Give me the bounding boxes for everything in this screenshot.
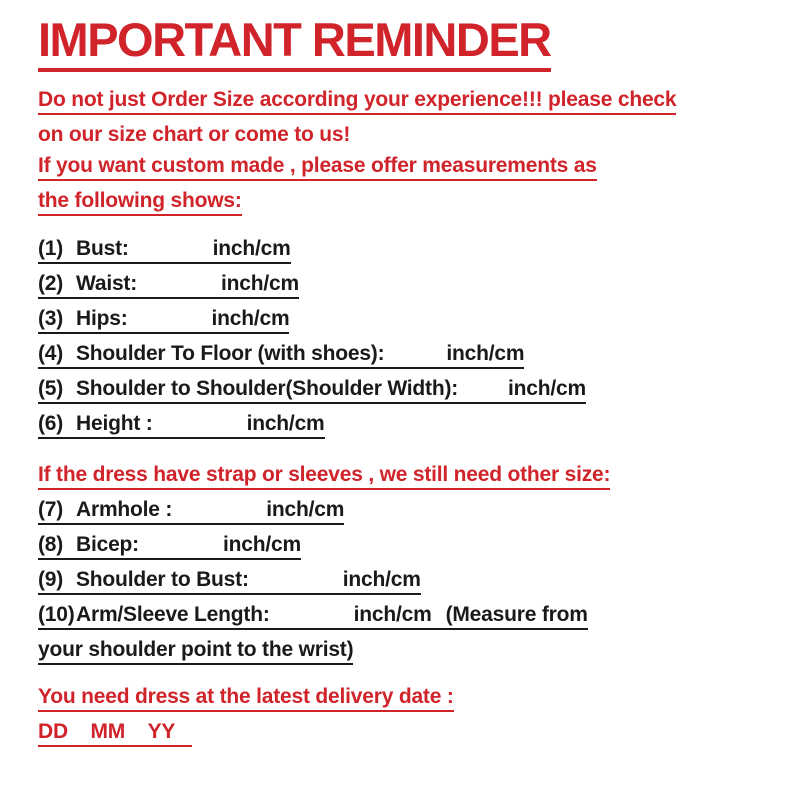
measurement-unit: inch/cm [246, 412, 325, 435]
custom-made-line-1: If you want custom made , please offer measurements as [38, 154, 774, 181]
measurement-unit: inch/cm [353, 603, 432, 626]
measurement-unit: inch/cm [508, 377, 587, 400]
measurement-label: Bust: [76, 237, 129, 260]
measurement-row-shoulder-width [38, 377, 774, 404]
measurement-label: Hips: [76, 307, 128, 330]
measurement-row-height [38, 412, 774, 439]
measurement-label: Waist: [76, 272, 138, 295]
measurement-number: (2) [38, 272, 64, 295]
measurement-label: Arm/Sleeve Length: [76, 603, 270, 626]
measurement-row-bust [38, 237, 774, 264]
measurement-row-waist [38, 272, 774, 299]
measurement-number: (4) [38, 342, 64, 365]
measurement-unit: inch/cm [212, 237, 291, 260]
measurement-label: Shoulder To Floor (with shoes): [76, 342, 385, 365]
measurement-row-shoulder-to-floor [38, 342, 774, 369]
measurement-label: Shoulder to Bust: [76, 568, 249, 591]
warning-line-2: on our size chart or come to us! [38, 123, 351, 146]
measurement-number: (3) [38, 307, 64, 330]
measurement-number: (9) [38, 568, 64, 591]
measurement-unit: inch/cm [211, 307, 290, 330]
measurement-label: Shoulder to Shoulder(Shoulder Width): [76, 377, 459, 400]
measurement-unit: inch/cm [446, 342, 525, 365]
page-title [38, 13, 774, 72]
measurement-unit: inch/cm [221, 272, 299, 295]
measurement-row-sleeve-length [38, 603, 774, 630]
warning-line-1: Do not just Order Size according your experience!!! please check [38, 88, 774, 115]
measurement-label: Height : [76, 412, 153, 435]
measurement-row-armhole [38, 498, 774, 525]
page-title-text: IMPORTANT REMINDER [38, 16, 551, 72]
measurement-row-shoulder-to-bust [38, 568, 774, 595]
measurement-label: Armhole : [76, 498, 173, 521]
measurement-unit: inch/cm [342, 568, 421, 591]
measurement-number: (7) [38, 498, 64, 521]
custom-made-line-2: the following shows: [38, 189, 774, 216]
measurement-number: (1) [38, 237, 64, 260]
measurement-row-hips [38, 307, 774, 334]
measurement-number: (8) [38, 533, 64, 556]
delivery-date-fields: DD MM YY [38, 720, 774, 747]
measurement-number: (6) [38, 412, 64, 435]
measurement-unit: inch/cm [222, 533, 301, 556]
measurement-label: Bicep: [76, 533, 139, 556]
measurement-number: (5) [38, 377, 64, 400]
measurement-unit: inch/cm [266, 498, 345, 521]
measurement-note: (Measure from [445, 603, 588, 626]
delivery-date-heading: You need dress at the latest delivery date : [38, 685, 774, 712]
measurement-note-continuation: your shoulder point to the wrist) [38, 638, 774, 665]
measurement-number: (10) [38, 603, 75, 626]
sleeves-section-heading: If the dress have strap or sleeves , we still need other size: [38, 463, 774, 490]
measurement-row-bicep [38, 533, 774, 560]
